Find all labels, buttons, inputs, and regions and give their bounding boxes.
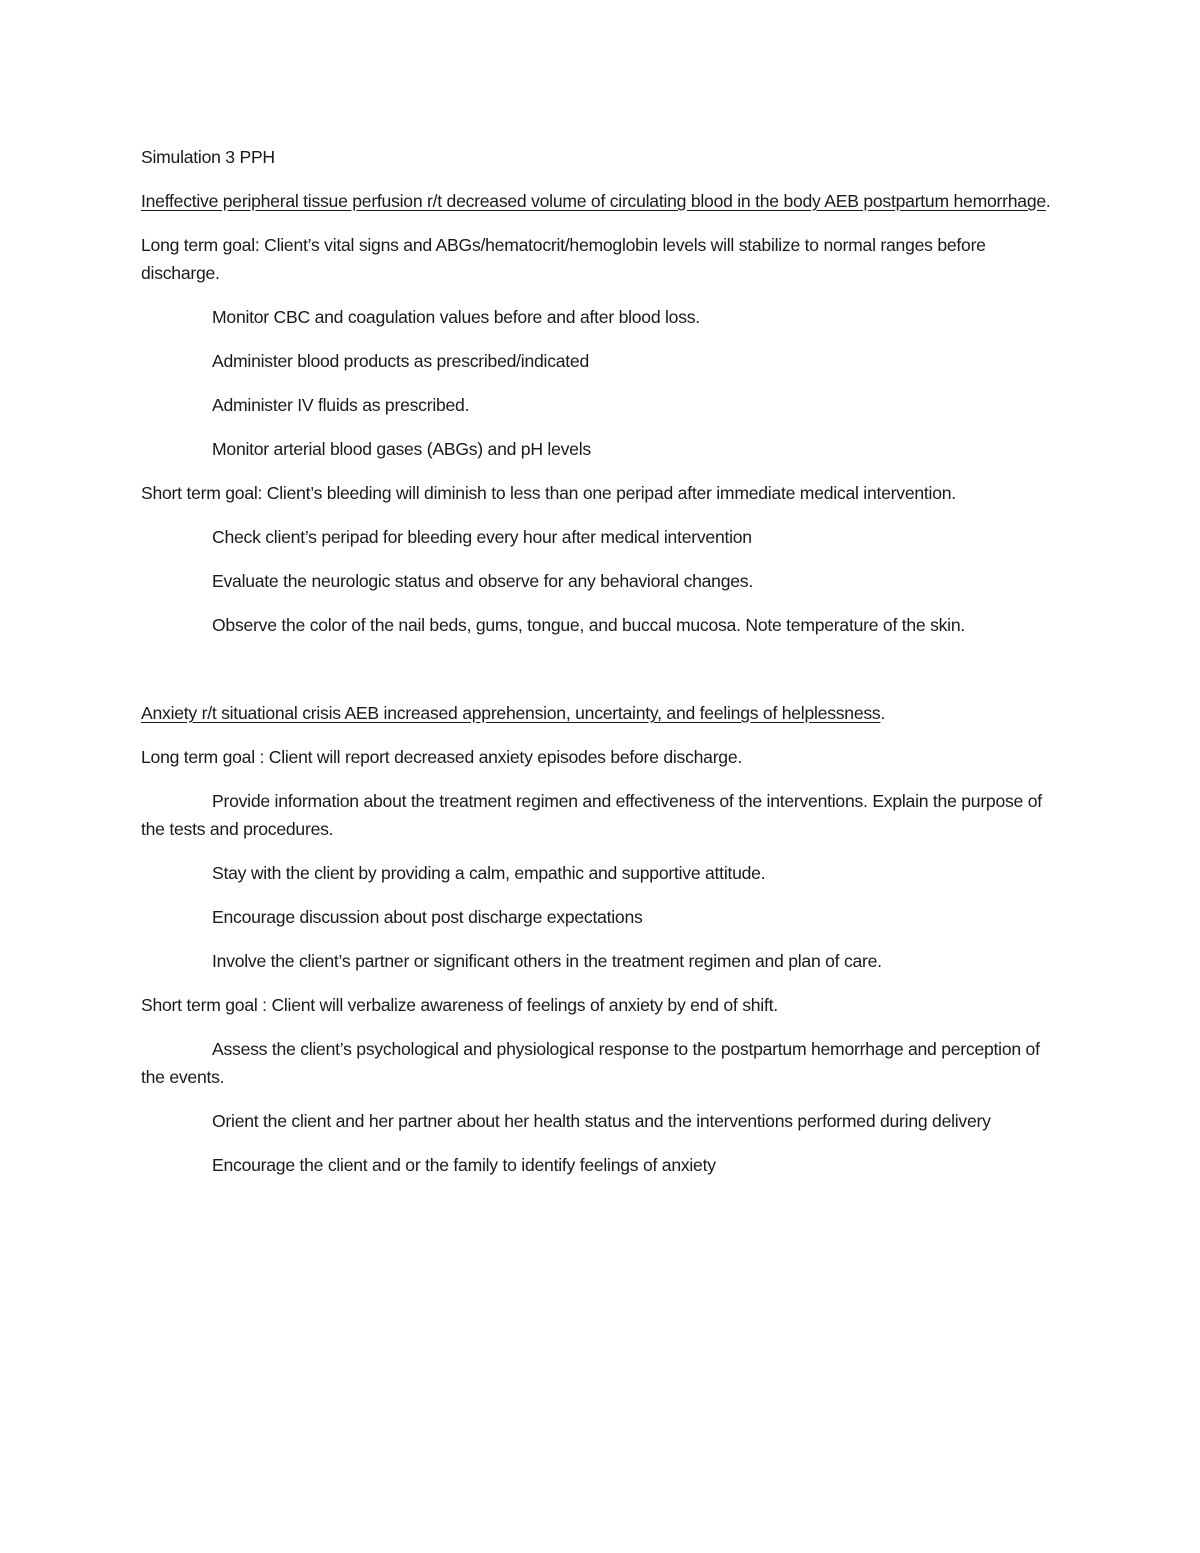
intervention-item: Encourage the client and or the family to identify feelings of anxiety xyxy=(212,1155,716,1175)
intervention-item: Stay with the client by providing a calm, empathic and supportive attitude. xyxy=(212,863,766,883)
intervention-item: Monitor arterial blood gases (ABGs) and pH levels xyxy=(212,439,591,459)
document-title: Simulation 3 PPH xyxy=(141,147,275,167)
intervention-item: Check client’s peripad for bleeding every hour after medical intervention xyxy=(212,527,752,547)
diagnosis-period: . xyxy=(1045,191,1051,211)
intervention-item: Observe the color of the nail beds, gums, tongue, and buccal mucosa. Note temperature of the skin. xyxy=(212,615,965,635)
intervention-item: Monitor CBC and coagulation values before and after blood loss. xyxy=(212,307,700,327)
nursing-diagnosis-2 xyxy=(141,699,1061,727)
diagnosis-text: Anxiety r/t situational crisis AEB increased apprehension, uncertainty, and feelings of helplessness xyxy=(141,703,881,723)
short-term-goal-2: Short term goal : Client will verbalize awareness of feelings of anxiety by end of shift. xyxy=(141,995,778,1015)
intervention-item: Administer blood products as prescribed/indicated xyxy=(212,351,589,371)
diagnosis-period: . xyxy=(880,703,886,723)
section-spacer xyxy=(141,655,1061,699)
intervention-item: Assess the client’s psychological and physiological response to the postpartum hemorrhage and perception of the events. xyxy=(141,1039,1040,1087)
short-term-goal-1: Short term goal: Client’s bleeding will diminish to less than one peripad after immediate medical intervention. xyxy=(141,483,956,503)
intervention-item: Encourage discussion about post discharge expectations xyxy=(212,907,643,927)
long-term-goal-1: Long term goal: Client’s vital signs and ABGs/hematocrit/hemoglobin levels will stabilize to normal ranges before discharge. xyxy=(141,235,986,283)
long-term-goal-2: Long term goal : Client will report decreased anxiety episodes before discharge. xyxy=(141,747,743,767)
diagnosis-text: Ineffective peripheral tissue perfusion r/t decreased volume of circulating blood in the body AEB postpartum hemorrhage xyxy=(141,191,1046,211)
intervention-item: Orient the client and her partner about her health status and the interventions performed during delivery xyxy=(212,1111,991,1131)
intervention-item: Provide information about the treatment regimen and effectiveness of the interventions. Explain the purpose of the tests and procedures. xyxy=(141,791,1042,839)
intervention-item: Involve the client’s partner or significant others in the treatment regimen and plan of care. xyxy=(212,951,882,971)
nursing-diagnosis-1 xyxy=(141,187,1061,215)
document-content xyxy=(141,143,1061,1195)
intervention-item: Administer IV fluids as prescribed. xyxy=(212,395,470,415)
intervention-item: Evaluate the neurologic status and observe for any behavioral changes. xyxy=(212,571,753,591)
